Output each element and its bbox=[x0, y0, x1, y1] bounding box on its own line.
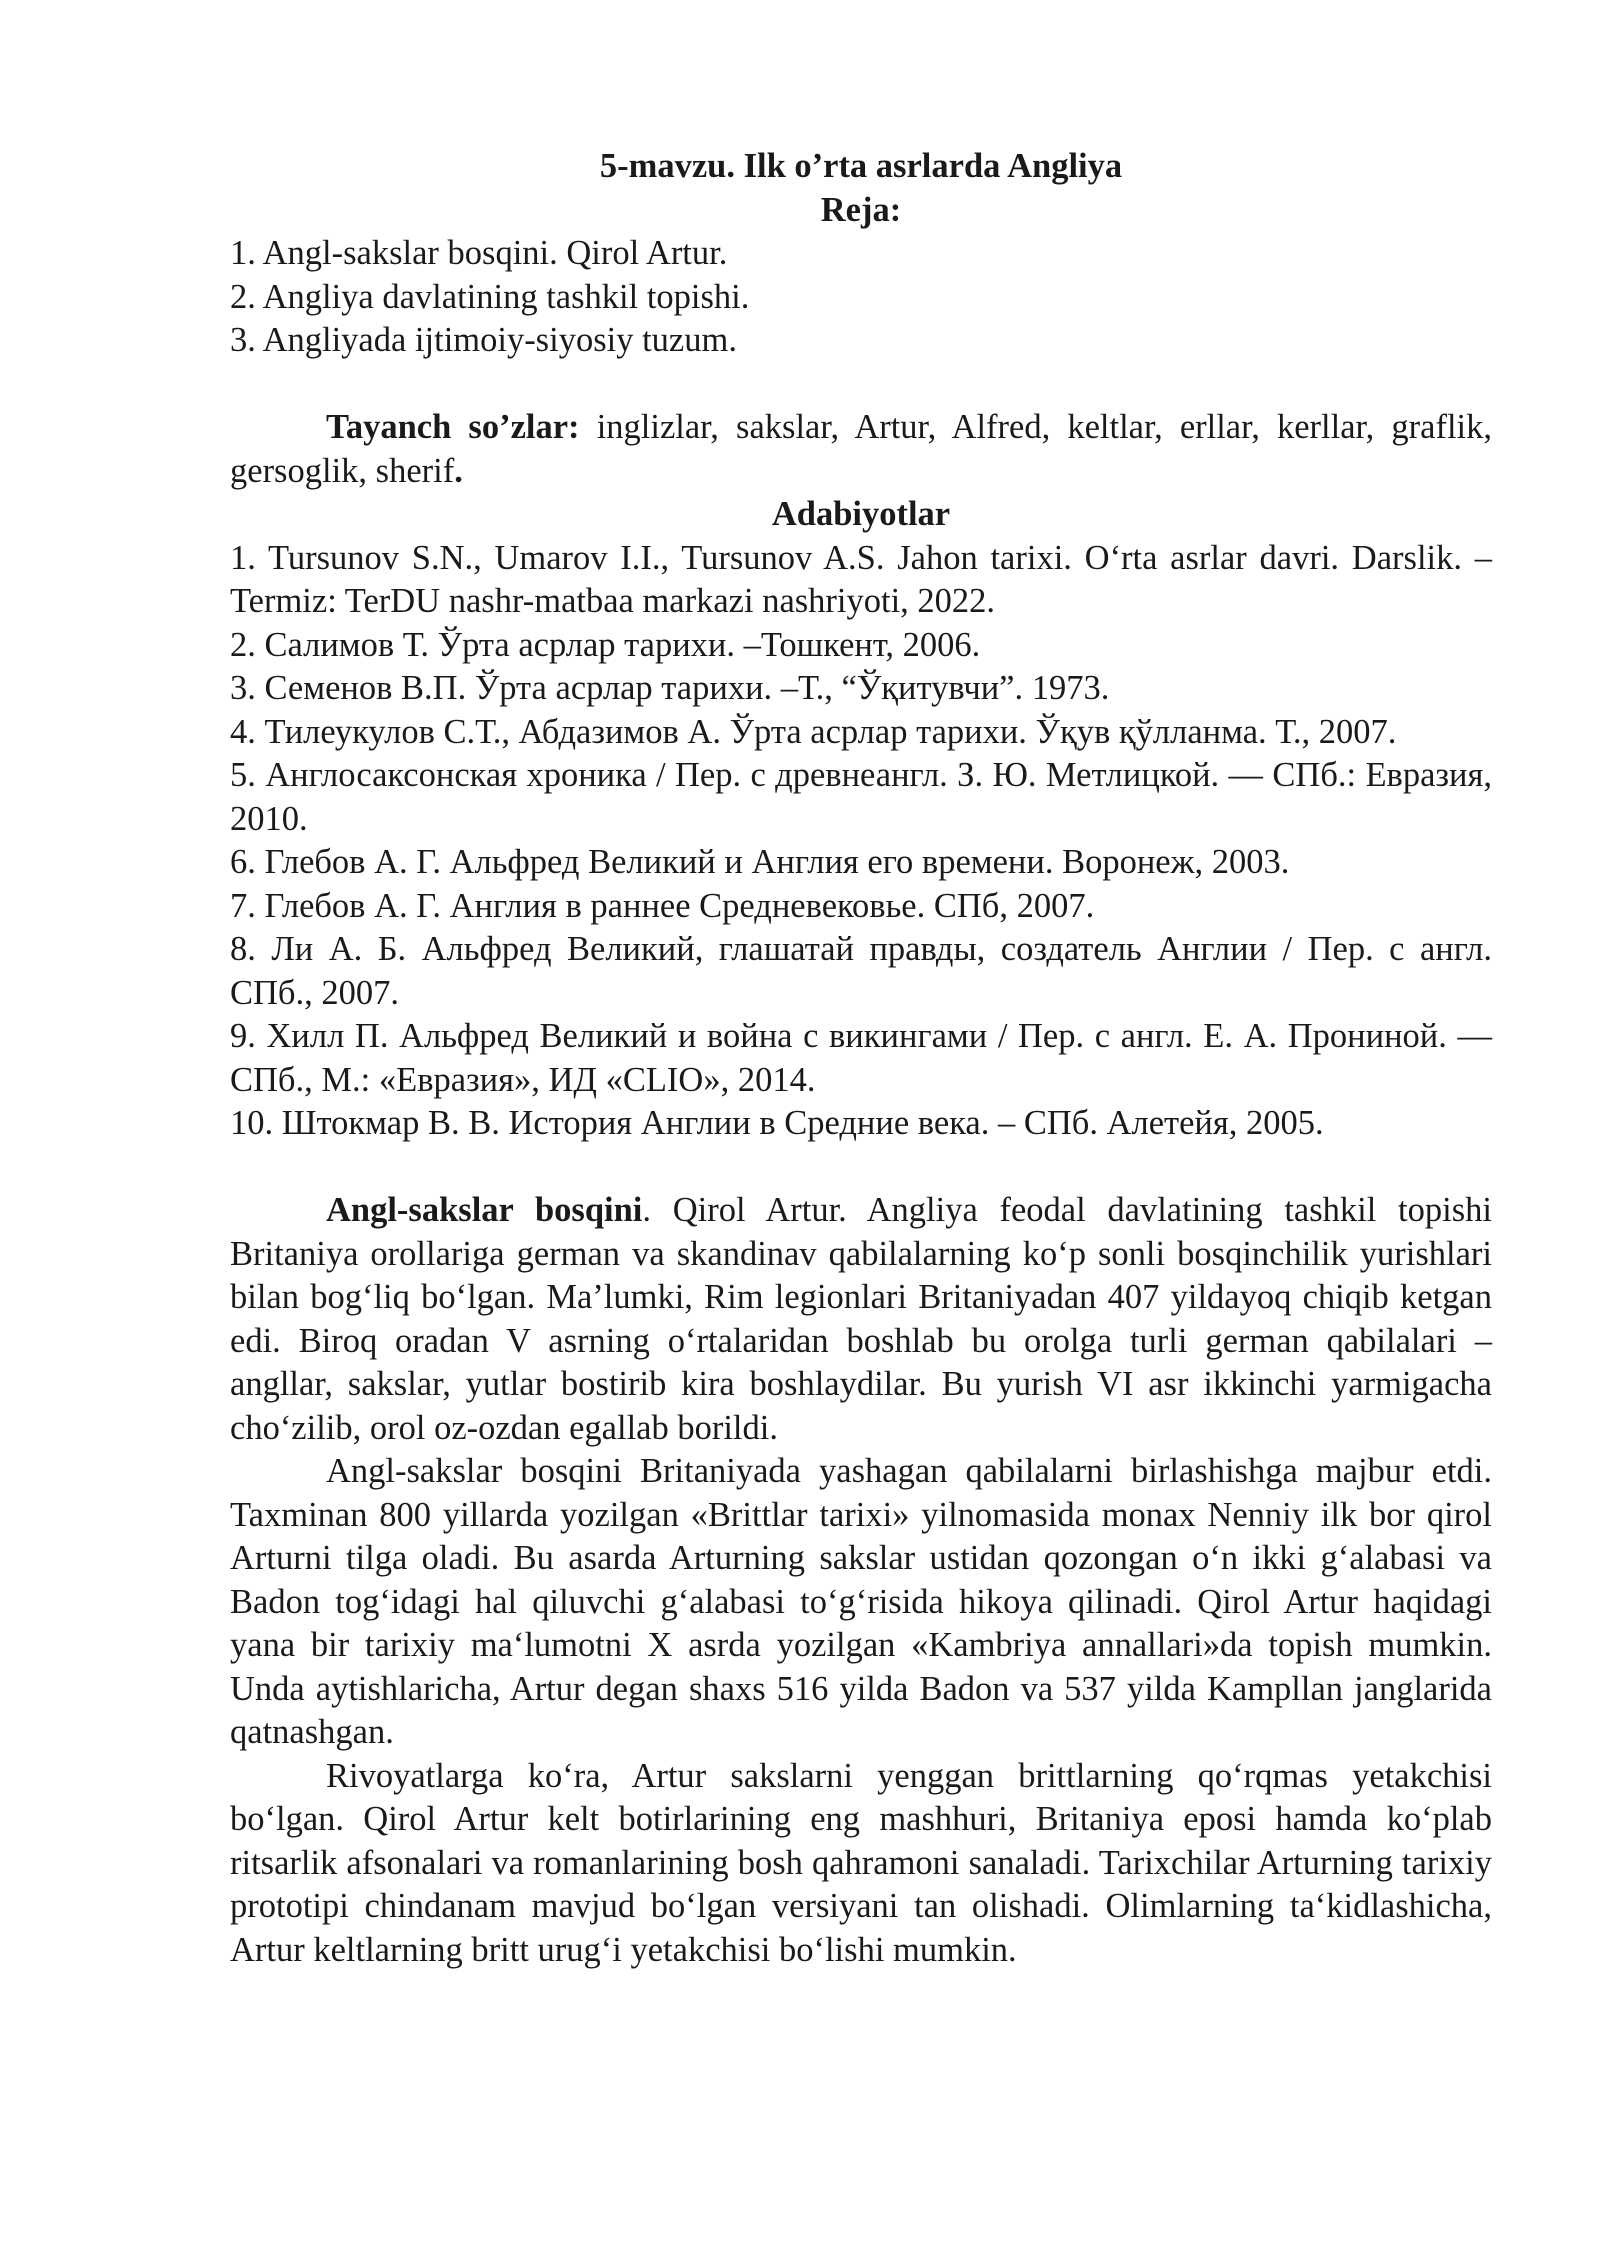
keywords-end: . bbox=[454, 451, 463, 490]
section1-heading-end: . bbox=[642, 1191, 651, 1229]
reference-item: 3. Семенов В.П. Ўрта асрлар тарихи. –Т., “Ўқитувчи”. 1973. bbox=[230, 669, 1110, 707]
reference-item: 9. Хилл П. Альфред Великий и война с викингами / Пер. с англ. Е. А. Прониной. — СПб., М.: «Евразия», ИД «CLIO», 2014. bbox=[230, 1017, 1492, 1099]
reference-item: 10. Штокмар В. В. История Англии в Средние века. – СПб. Алетейя, 2005. bbox=[230, 1104, 1324, 1142]
references-heading: Adabiyotlar bbox=[771, 495, 951, 533]
blank-line bbox=[230, 363, 1492, 407]
reference-item: 5. Англосаксонская хроника / Пер. с древнеангл. З. Ю. Метлицкой. — СПб.: Евразия, 2010. bbox=[230, 756, 1492, 838]
document-page bbox=[230, 145, 1492, 1972]
reference-item: 7. Глебов А. Г. Англия в раннее Средневековье. СПб, 2007. bbox=[230, 886, 1095, 925]
blank-line bbox=[230, 1146, 1492, 1190]
plan-item: 2. Angliya davlatining tashkil topishi. bbox=[230, 277, 750, 316]
reference-item: 4. Тилеукулов С.Т., Абдазимов А. Ўрта асрлар тарихи. Ўқув қўлланма. Т., 2007. bbox=[230, 712, 1397, 751]
reference-item: 1. Tursunov S.N., Umarov I.I., Tursunov A.S. Jahon tarixi. O‘rta asrlar davri. Darslik. –Termiz: TerDU nashr-matbaa markazi nashriyoti, 2022. bbox=[230, 538, 1492, 620]
section1-heading: Angl-sakslar bosqini bbox=[326, 1191, 643, 1229]
keywords-paragraph bbox=[230, 406, 1492, 493]
plan-heading: Reja: bbox=[820, 190, 902, 229]
plan-item: 1. Angl-sakslar bosqini. Qirol Artur. bbox=[230, 234, 728, 272]
section1-paragraph bbox=[230, 1189, 1492, 1450]
reference-item: 6. Глебов А. Г. Альфред Великий и Англия его времени. Воронеж, 2003. bbox=[230, 843, 1290, 881]
reference-item: 2. Салимов Т. Ўрта асрлар тарихи. –Тошкент, 2006. bbox=[230, 625, 981, 664]
body-paragraph: Angl-sakslar bosqini Britaniyada yashagan qabilalarni birlashishga majbur etdi. Taxminan 800 yillarda yozilgan «Brittlar tarixi» yilnomasida monax Nenniy ilk bor qirol Arturni tilga oladi. Bu asarda Arturning sakslar ustidan qozongan o‘n ikki g‘alabasi va Badon tog‘idagi hal qiluvchi g‘alabasi to‘g‘risida hikoya qilinadi. Qirol Artur haqidagi yana bir tarixiy ma‘lumotni X asrda yozilgan «Kambriya annallari»da topish mumkin. Unda aytishlaricha, Artur degan shaxs 516 yilda Badon va 537 yilda Kampllan janglarida qatnashgan. bbox=[230, 1452, 1492, 1751]
section1-text: Qirol Artur. Angliya feodal davlatining tashkil topishi Britaniya orollariga german va skandinav qabilalarning ko‘p sonli bosqinchilik yurishlari bilan bog‘liq bo‘lgan. Ma’lumki, Rim legionlari Britaniyadan 407 yildayoq chiqib ketgan edi. Biroq oradan V asrning o‘rtalaridan boshlab bu orolga turli german qabilalari – angllar, sakslar, yutlar bostirib kira boshlaydilar. Bu yurish VI asr ikkinchi yarmigacha cho‘zilib, orol oz-ozdan egallab borildi. bbox=[230, 1191, 1492, 1447]
keywords-text: inglizlar, sakslar, Artur, Alfred, keltlar, erllar, kerllar, graflik, gersoglik, sherif bbox=[230, 408, 1492, 490]
plan-item: 3. Angliyada ijtimoiy-siyosiy tuzum. bbox=[230, 321, 737, 359]
body-paragraph: Rivoyatlarga ko‘ra, Artur sakslarni yenggan brittlarning qo‘rqmas yetakchisi bo‘lgan. Qirol Artur kelt botirlarining eng mashhuri, Britaniya eposi hamda ko‘plab ritsarlik afsonalari va romanlarining bosh qahramoni sanaladi. Tarixchilar Arturning tarixiy prototipi chindanam mavjud bo‘lgan versiyani tan olishadi. Olimlarning ta‘kidlashicha, Artur keltlarning britt urug‘i yetakchisi bo‘lishi mumkin. bbox=[230, 1756, 1492, 1969]
reference-item: 8. Ли А. Б. Альфред Великий, глашатай правды, создатель Англии / Пер. с англ. СПб., 2007. bbox=[230, 930, 1492, 1012]
keywords-label: Tayanch so’zlar: bbox=[326, 408, 580, 446]
document-title: 5-mavzu. Ilk o’rta asrlarda Angliya bbox=[599, 147, 1123, 185]
